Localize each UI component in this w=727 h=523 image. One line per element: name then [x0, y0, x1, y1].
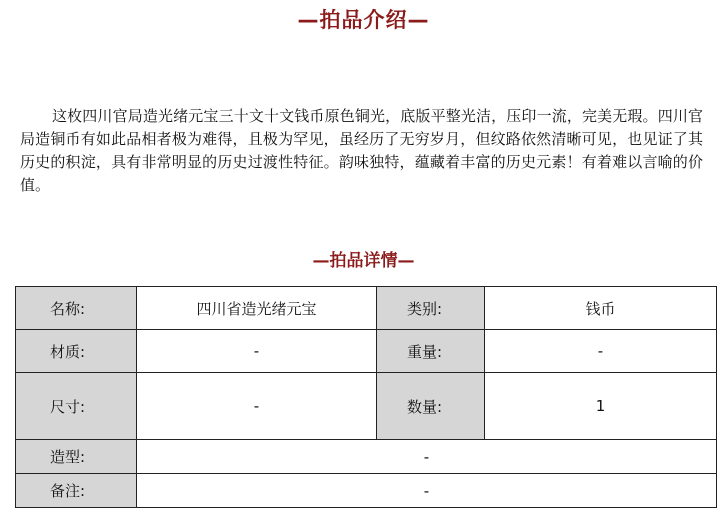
material-label: 材质: — [16, 330, 137, 373]
lot-details-table — [15, 286, 717, 508]
remark-value: - — [137, 474, 717, 508]
shape-label: 造型: — [16, 440, 137, 474]
name-value: 四川省造光绪元宝 — [137, 287, 377, 330]
weight-label: 重量: — [377, 330, 485, 373]
quantity-label: 数量: — [377, 373, 485, 440]
lot-description: 这枚四川官局造光绪元宝三十文十文钱币原色铜光，底版平整光洁，压印一流，完美无瑕。四川官局造铜币有如此品相者极为难得，且极为罕见，虽经历了无穷岁月，但纹路依然清晰可见，也见证了其历史的积淀，具有非常明显的历史过渡性特征。韵味独特，蕴藏着丰富的历史元素！有着难以言喻的价值。 — [20, 107, 703, 194]
category-value: 钱币 — [485, 287, 717, 330]
size-label: 尺寸: — [16, 373, 137, 440]
size-value: - — [137, 373, 377, 440]
table-row-shape — [16, 440, 717, 474]
table-row-material — [16, 330, 717, 373]
table-row-remark — [16, 474, 717, 508]
weight-value: - — [485, 330, 717, 373]
intro-section-title: —拍品介绍— — [297, 8, 430, 32]
table-row-name — [16, 287, 717, 330]
remark-label: 备注: — [16, 474, 137, 508]
material-value: - — [137, 330, 377, 373]
details-section-title: —拍品详情— — [312, 251, 415, 271]
shape-value: - — [137, 440, 717, 474]
table-row-size — [16, 373, 717, 440]
quantity-value: 1 — [485, 373, 717, 440]
category-label: 类别: — [377, 287, 485, 330]
name-label: 名称: — [16, 287, 137, 330]
